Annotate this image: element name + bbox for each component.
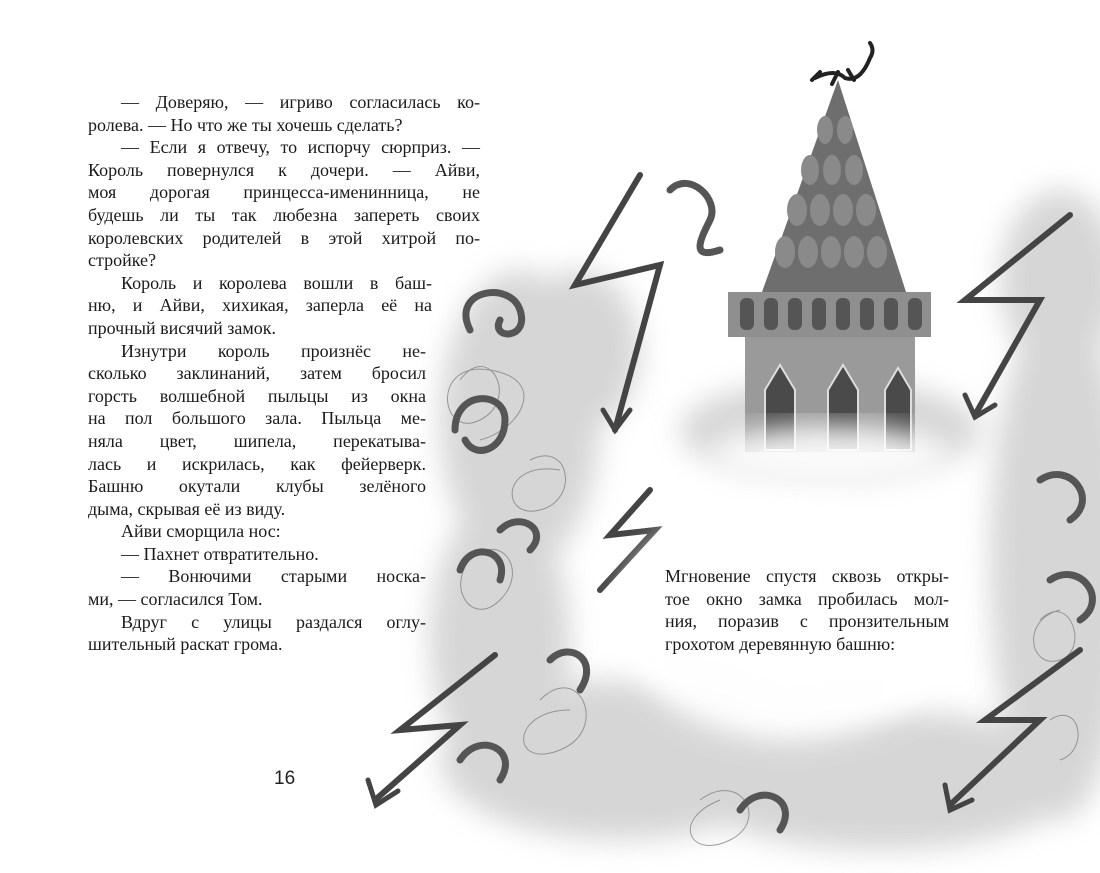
text-line: шительный раскат грома. [88, 634, 283, 655]
text-line: ми, — согласился Том. [88, 589, 263, 610]
text-line: ролева. — Но что же ты хочешь сделать? [88, 114, 403, 135]
text-line: Мгновение спустя сквозь откры- [665, 566, 949, 586]
text-line: Король и королева вошли в баш- [121, 272, 432, 293]
left-page-text [88, 91, 480, 656]
text-line: стройке? [88, 250, 156, 271]
text-line: Вдруг с улицы раздался оглу- [121, 611, 426, 632]
text-line: ню, и Айви, хихикая, заперла её на [88, 295, 432, 316]
tower [728, 43, 931, 452]
text-line: — Вонючими старыми носка- [121, 566, 426, 587]
text-line: королевских родителей в этой хитрой по- [88, 227, 480, 248]
text-line: Айви сморщила нос: [121, 521, 281, 542]
text-line: — Если я отвечу, то испорчу сюрприз. — [121, 137, 480, 158]
text-line: моя дорогая принцесса-именинница, не [88, 182, 480, 203]
text-line: Башню окутали клубы зелёного [88, 476, 426, 497]
text-line: Изнутри король произнёс не- [121, 340, 426, 361]
text-line: — Пахнет отвратительно. [121, 543, 319, 564]
text-line: няла цвет, шипела, перекатыва- [88, 430, 426, 451]
text-line: горсть волшебной пыльцы из окна [88, 385, 426, 406]
text-line: дыма, скрывая её из виду. [88, 498, 286, 519]
text-line: Король повернулся к дочери. — Айви, [88, 159, 480, 180]
text-line: будешь ли ты так любезна запереть своих [88, 204, 480, 225]
text-line: тое окно замка пробилась мол- [665, 588, 949, 609]
right-page-text [665, 565, 949, 655]
text-line: ния, поразив с пронзительным [665, 611, 949, 632]
text-line: грохотом деревянную башню: [665, 633, 896, 654]
text-line: на пол большого зала. Пыльца ме- [88, 408, 426, 429]
lizard-icon [812, 43, 873, 84]
text-line: сколько заклинаний, затем бросил [88, 363, 426, 384]
text-line: прочный висячий замок. [88, 317, 277, 338]
page-number: 16 [274, 768, 296, 789]
text-line: — Доверяю, — игриво согласилась ко- [121, 92, 480, 112]
text-line: лась и искрилась, как фейерверк. [88, 453, 426, 474]
